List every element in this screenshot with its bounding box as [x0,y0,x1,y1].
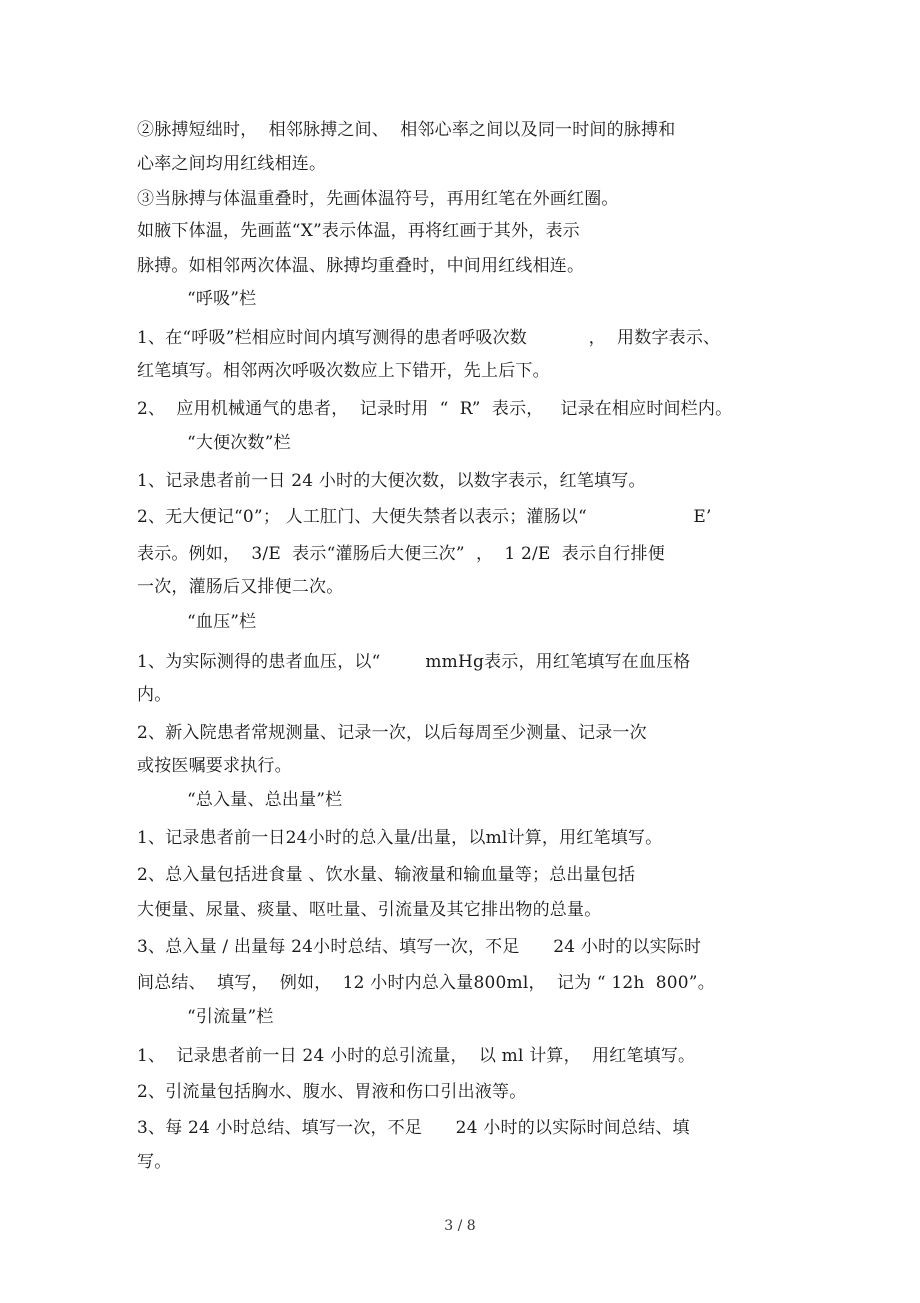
text-line: 1、为实际测得的患者血压，以“ mmHg表示，用红笔填写在血压格 [137,652,691,672]
text-line: 大便量、尿量、痰量、呕吐量、引流量及其它排出物的总量。 [137,900,602,920]
text-line: ③当脉搏与体温重叠时，先画体温符号，再用红笔在外画红圈。 [137,189,619,209]
section-heading-respiration: “呼吸”栏 [187,289,257,309]
text-line: 2、 应用机械通气的患者， 记录时用 “ R” 表示， 记录在相应时间栏内。 [137,399,733,419]
text-line: 2、引流量包括胸水、腹水、胃液和伤口引出液等。 [137,1082,527,1102]
text-line: 3、总入量 / 出量每 24小时总结、填写一次，不足 24 小时的以实际时 [137,937,702,957]
text-line: 2、总入量包括进食量 、饮水量、输液量和输血量等；总出量包括 [137,865,636,885]
text-line: 红笔填写。相邻两次呼吸次数应上下错开，先上后下。 [137,361,550,381]
text-line: ②脉搏短绌时， 相邻脉搏之间、 相邻心率之间以及同一时间的脉搏和 [137,120,676,140]
section-heading-drainage: “引流量”栏 [187,1007,274,1027]
page-number: 3 / 8 [444,1218,476,1234]
text-line: 2、无大便记“0”； 人工肛门、大便失禁者以表示；灌肠以“ E’ [137,507,712,527]
text-line: 心率之间均用红线相连。 [137,154,327,174]
text-line: 1、在“呼吸”栏相应时间内填写测得的患者呼吸次数 ， 用数字表示、 [137,328,721,348]
section-heading-blood-pressure: “血压”栏 [187,612,257,632]
text-line: 1、记录患者前一日24小时的总入量/出量，以ml计算，用红笔填写。 [137,828,663,848]
text-line: 3、每 24 小时总结、填写一次，不足 24 小时的以实际时间总结、填 [137,1118,690,1138]
text-line: 2、新入院患者常规测量、记录一次，以后每周至少测量、记录一次 [137,723,647,743]
text-line: 内。 [137,685,172,705]
section-heading-bowel: “大便次数”栏 [187,433,291,453]
text-line: 写。 [137,1152,172,1172]
text-line: 脉搏。如相邻两次体温、脉搏均重叠时，中间用红线相连。 [137,256,585,276]
text-line: 间总结、 填写， 例如， 12 小时内总入量800ml， 记为 “ 12h 800”。 [137,973,715,993]
text-line: 表示。例如， 3/E 表示“灌肠后大便三次” ， 1 2/E 表示自行排便 [137,544,665,564]
text-line: 1、记录患者前一日 24 小时的大便次数，以数字表示，红笔填写。 [137,471,646,491]
text-line: 或按医嘱要求执行。 [137,756,292,776]
section-heading-intake-output: “总入量、总出量”栏 [187,790,343,810]
text-line: 一次，灌肠后又排便二次。 [137,577,344,597]
text-line: 1、 记录患者前一日 24 小时的总引流量， 以 ml 计算， 用红笔填写。 [137,1046,696,1066]
text-line: 如腋下体温，先画蓝“X”表示体温，再将红画于其外，表示 [137,221,580,241]
